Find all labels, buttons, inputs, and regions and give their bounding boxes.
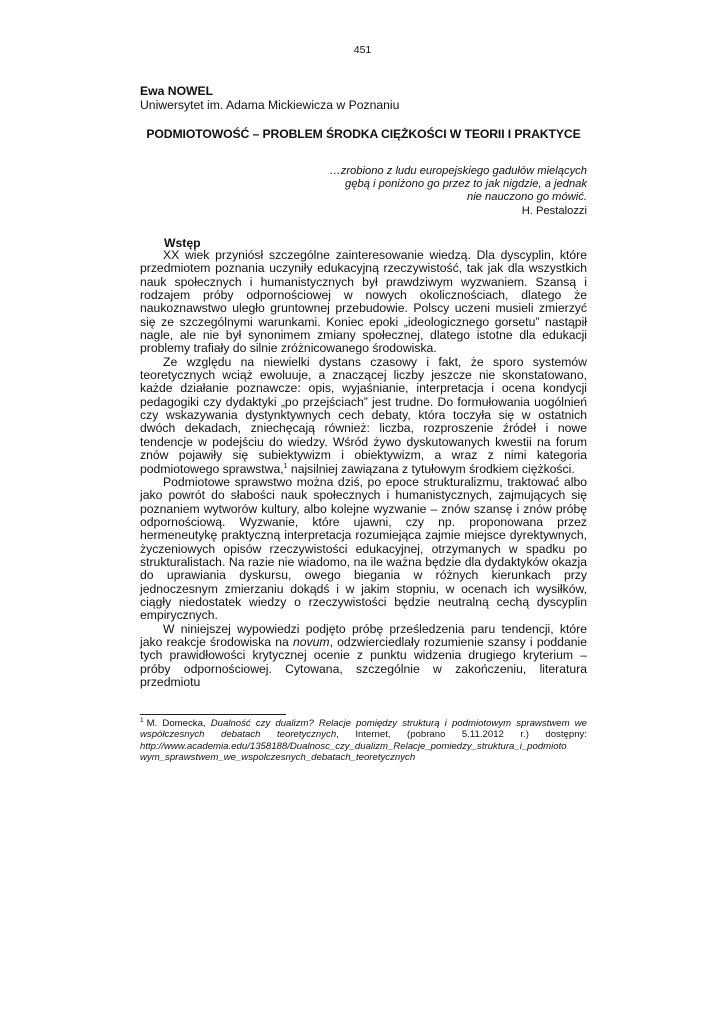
paragraph: Podmiotowe sprawstwo można dziś, po epoce strukturalizmu, traktować albo jako powrót do słabości nauk społecznych i humanistycznych, zajmujących się poznaniem wytworów kultury, albo kolejne wyzwanie – znów szansę i znów próbę odpornościową. Wyzwanie, które ujawni, czy np. proponowana przez hermeneutykę praktyczną interpretacja rozumiejąca zajmie miejsce dyrektywnych, życzeniowych opisów rzeczywistości edukacyjnej, otrzymanych w spadku po strukturalistach. Na razie nie wiadomo, na ile ważna będzie dla dydaktyków okazja do uprawiania dyskursu, owego biegania w różnych kierunkach przy jednoczesnym zmierzaniu dokądś i w jakim stopniu, w ocenach ich wysiłków, ciągły niedostatek wiedzy o rzeczywistości będzie neutralną cechą dyscyplin empirycznych. <box>140 474 587 623</box>
footnote-info: , Internet, (pobrano 5.11.2012 r.) dostępny: <box>336 729 587 741</box>
epigraph <box>330 165 587 218</box>
paragraph-text: najsilniej zawiązana z tytułowym środkiem ciężkości. <box>287 461 575 476</box>
epigraph-line: nie nauczono go mówić. <box>466 191 587 204</box>
body-text <box>140 249 587 689</box>
epigraph-source: H. Pestalozzi <box>521 204 587 217</box>
page-number: 451 <box>353 44 372 56</box>
paragraph <box>140 356 587 476</box>
footnote-title: Dualność czy dualizm? Relacje pomiędzy strukturą i podmiotowym sprawstwem we współczesnych debatach teoretycznych <box>140 718 587 741</box>
footnote-url[interactable]: http://www.academia.edu/1358188/Dualnosc_czy_dualizm_Relacje_pomiedzy_struktura_i_podmioto wym_sprawstwem_we_wspolczesnych_debatach_teoretycznych <box>140 740 567 764</box>
paragraph-text: , odzwierciedlały rozumienie szansy i poddanie tych prawidłowości krytycznej ocenie z punktu widzenia drugiego kryterium – próby odpornościowej. Cytowana, szczególnie w zakończeniu, literatura przedmiotu <box>140 634 587 689</box>
footnote-reference[interactable]: 1 <box>283 462 288 470</box>
author-block <box>140 84 399 112</box>
footnote <box>140 718 587 764</box>
footnote-mark: 1 <box>140 717 144 724</box>
footnote-author: M. Domecka, <box>146 718 211 729</box>
footnote-divider <box>140 714 286 715</box>
section-heading: Wstęp <box>164 236 201 250</box>
paper-title: PODMIOTOWOŚĆ – PROBLEM ŚRODKA CIĘŻKOŚCI W TEORII I PRAKTYCE <box>146 127 581 141</box>
emphasis-novum: novum <box>292 634 330 649</box>
paragraph-text: W niniejszej wypowiedzi podjęto próbę prześledzenia paru tendencji, które jako reakcje środowiska na <box>140 621 587 649</box>
author-name: Ewa NOWEL <box>140 84 214 98</box>
epigraph-line: gębą i poniżono go przez to jak nigdzie, a jednak <box>345 178 587 191</box>
paragraph <box>140 623 587 690</box>
paragraph: XX wiek przyniósł szczególne zainteresowanie wiedzą. Dla dyscyplin, które przedmiotem poznania uczyniły edukacyjną rzeczywistość, tak jak dla wszystkich nauk społecznych i humanistycznych był prawdziwym wyzwaniem. Szansą i rodzajem próby odpornościowej w nowych okolicznościach, dlatego że naukoznawstwo uległo gruntownej przebudowie. Polscy uczeni musieli zmierzyć się ze szczególnymi warunkami. Koniec epoki „ideologicznego gorsetu” nastąpił nagle, ale nie był synonimem zmiany społecznej, dlatego istotne dla edukacji problemy trafiały do silnie zróżnicowanego środowiska. <box>140 248 587 356</box>
paragraph-text: Ze względu na niewielki dystans czasowy i fakt, że sporo systemów teoretycznych wciąż ewoluuje, a znaczącej liczby jeszcze nie skonstatowano, każde działanie poznawcze: opis, wyjaśnianie, interpretacja i ocena kondycji pedagogiki czy dydaktyki „po przejściach” jest trudne. Do formułowania uogólnień czy wskazywania dystynktywnych cech debaty, która toczyła się w ostatnich dwóch dekadach, zniechęcają również: liczba, rozproszenie źródeł i nowe tendencje w podejściu do wiedzy. Wśród żywo dyskutowanych kwestii na forum znów pojawiły się subiektywizm i obiektywizm, a wraz z nimi kategoria podmiotowego sprawstwa, <box>140 354 587 476</box>
epigraph-line: …zrobiono z ludu europejskiego gadułów mielących <box>329 165 587 177</box>
author-affiliation: Uniwersytet im. Adama Mickiewicza w Poznaniu <box>140 98 400 112</box>
